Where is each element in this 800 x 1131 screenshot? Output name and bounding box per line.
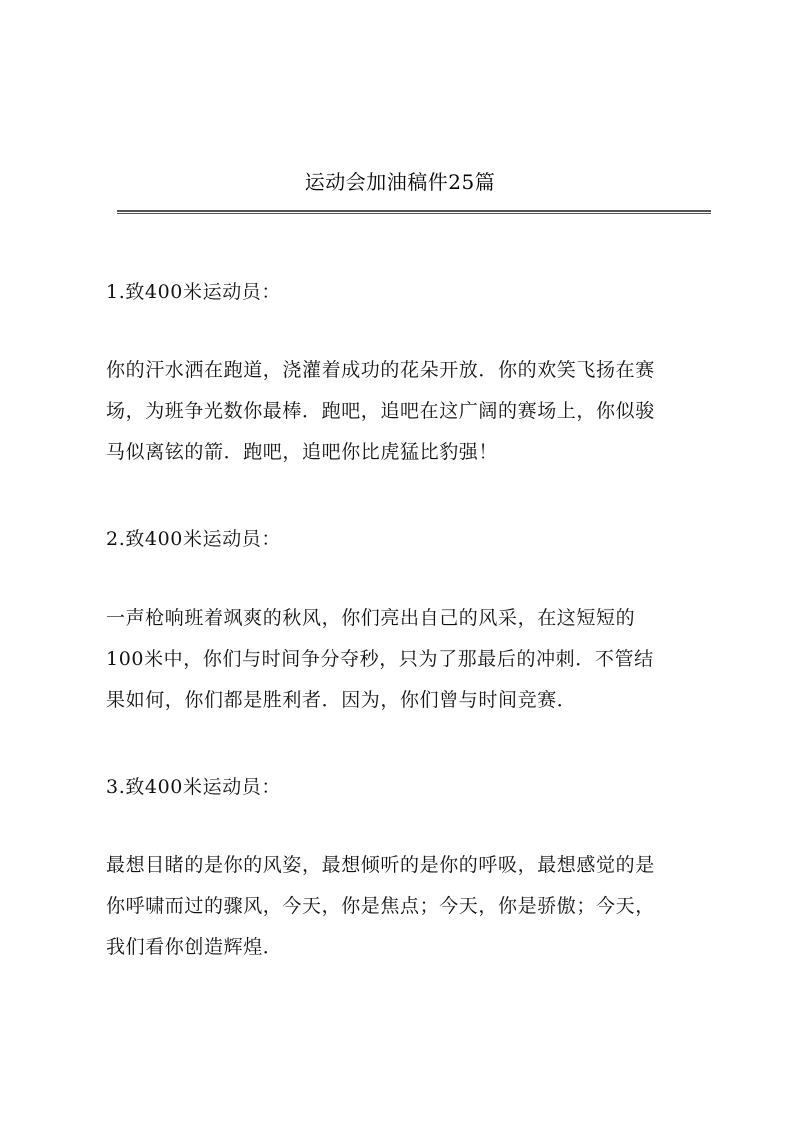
- paragraph-line: 一声枪响班着飒爽的秋风，你们亮出自己的风采，在这短短的: [106, 607, 636, 629]
- paragraph-line: 果如何，你们都是胜利者．因为，你们曾与时间竞赛．: [106, 689, 577, 711]
- section-2-heading: 2.致400米运动员：: [106, 528, 281, 550]
- title-divider: [117, 210, 711, 214]
- section-3-heading: 3.致400米运动员：: [106, 776, 281, 798]
- document-title: 运动会加油稿件25篇: [304, 170, 496, 194]
- paragraph-line: 最想目睹的是你的风姿，最想倾听的是你的呼吸，最想感觉的是: [106, 854, 655, 876]
- paragraph-line: 场，为班争光数你最棒．跑吧，追吧在这广阔的赛场上，你似骏: [106, 400, 655, 422]
- paragraph-line: 你的汗水洒在跑道，浇灌着成功的花朵开放．你的欢笑飞扬在赛: [106, 359, 655, 381]
- section-1-paragraph: [106, 350, 706, 473]
- paragraph-line: 你呼啸而过的骤风，今天，你是焦点；今天，你是骄傲；今天，: [106, 895, 655, 917]
- section-1-heading: 1.致400米运动员：: [106, 281, 281, 303]
- paragraph-line: 我们看你创造辉煌．: [106, 936, 283, 958]
- paragraph-line: 马似离铉的箭．跑吧，追吧你比虎猛比豹强！: [106, 441, 499, 463]
- section-2-paragraph: [106, 598, 706, 721]
- paragraph-line: 100米中，你们与时间争分夺秒，只为了那最后的冲刺．不管结: [106, 648, 654, 670]
- section-3-paragraph: [106, 845, 706, 968]
